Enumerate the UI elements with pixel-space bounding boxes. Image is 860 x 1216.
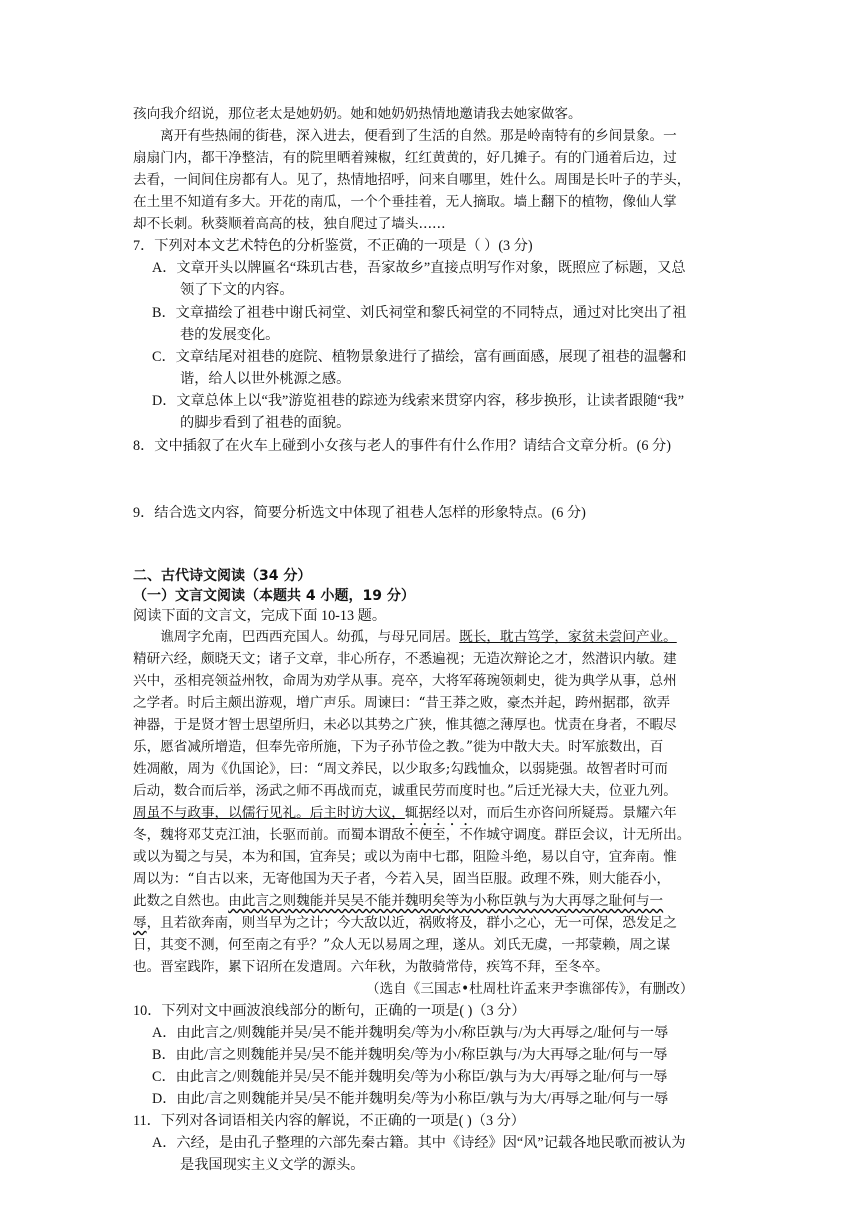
q7-option-b: B．文章描绘了祖巷中谢氏祠堂、刘氏祠堂和黎氏祠堂的不同特点，通过对比突出了祖	[152, 305, 687, 321]
underlined-sentence: 既长，耽古笃学，家贫未尝问产业。	[459, 629, 677, 645]
dotted-word: 辄据经以对，	[404, 805, 487, 821]
passage-line: 去看，一间间住房都有人。见了，热情地招呼，问来自哪里，姓什么。周围是长叶子的芋头，	[133, 172, 691, 188]
classical-line: 兴中，丞相亮领益州牧，命周为劝学从事。亮卒，大将军蒋琬领刺史，徙为典学从事，总州	[133, 673, 677, 689]
section-instruction: 阅读下面的文言文，完成下面 10-13 题。	[133, 608, 387, 624]
q7-option-d: D．文章总体上以“我”游览祖巷的踪迹为线索来贯穿内容，移步换形，让读者跟随“我”	[152, 393, 684, 409]
q7-option-a-cont: 领了下文的内容。	[180, 282, 294, 298]
classical-line: 精研六经，颇晓天文；诸子文章，非心所存，不悉遍视；无造次辩论之才，然潜识内敏。建	[133, 651, 677, 667]
passage-line: 孩向我介绍说，那位老太是她奶奶。她和她奶奶热情地邀请我去她家做客。	[133, 106, 582, 122]
passage-line: 离开有些热闹的街巷，深入进去，便看到了生活的自然。那是岭南特有的乡间景象。一	[133, 128, 677, 144]
q7-option-d-cont: 的脚步看到了祖巷的面貌。	[180, 415, 351, 431]
section-subtitle: （一）文言文阅读（本题共 4 小题，19 分）	[133, 588, 415, 604]
wavy-underlined-passage: 辱	[133, 915, 147, 931]
q10-option-c: C．由此言之/则魏能并吴/吴不能并魏明矣/等为小称臣/孰与为大/再辱之耻/何与一辱	[152, 1069, 668, 1085]
classical-line: 或以为蜀之与吴，本为和国，宜奔吴；或以为南中七郡，阻险斗绝，易以自守，宜奔南。惟	[133, 849, 677, 865]
classical-text: ，且若欲奔南，则当早为之计；今大敌以近，祸败将及，群小之心，无一可保，恐发足之	[146, 915, 677, 931]
classical-text: 而后生亦咨问所疑焉。景耀六年	[486, 805, 677, 821]
classical-line: 乐，愿省减所增造，但奉先帝所施，下为子孙节俭之教。”徙为中散大夫。时军旅数出，百	[133, 739, 664, 755]
question-11-stem: 11．下列对各词语相关内容的解说，不正确的一项是( )（3 分）	[133, 1113, 525, 1129]
classical-line	[133, 891, 663, 911]
question-7-stem: 7．下列对本文艺术特色的分析鉴赏，不正确的一项是（ ）(3 分)	[133, 238, 533, 254]
classical-line: 日，其变不测，何至南之有乎？”众人无以易周之理，遂从。刘氏无虞，一邦蒙赖，周之谋	[133, 937, 671, 953]
classical-line: 也。晋室践阼，累下诏所在发遣周。六年秋，为散骑常侍，疾笃不拜，至冬卒。	[133, 959, 609, 975]
passage-line: 在土里不知道有多大。开花的南瓜，一个个垂挂着，无人摘取。墙上翻下的植物，像仙人掌	[133, 194, 677, 210]
classical-line: 周以为：“自古以来，无寄他国为天子者，今若入吴，固当臣服。政理不殊，则大能吞小，	[133, 871, 671, 887]
section-title: 二、古代诗文阅读（34 分）	[133, 568, 312, 584]
classical-line: 神器，于是贤才智士思望所归，未必以其势之广狭，惟其德之薄厚也。忧责在身者，不暇尽	[133, 717, 677, 733]
classical-text: 此数之自然也。	[133, 893, 229, 909]
passage-line: 却不长刺。秋葵顺着高高的枝，独自爬过了墙头……	[133, 216, 446, 232]
question-9-stem: 9．结合选文内容，简要分析选文中体现了祖巷人怎样的形象特点。(6 分)	[133, 505, 586, 521]
underlined-sentence: 周虽不与政事，以儒行见礼。后主时访大议，	[133, 805, 405, 821]
q11-option-a-cont: 是我国现实主义文学的源头。	[180, 1157, 365, 1173]
classical-line: 之学者。时后主颇出游观，增广声乐。周谏曰：“昔王莽之败，豪杰并起，跨州据郡，欲弄	[133, 695, 671, 711]
classical-line	[133, 913, 677, 933]
q7-option-c-cont: 谐，给人以世外桃源之感。	[180, 371, 351, 387]
q7-option-b-cont: 巷的发展变化。	[180, 327, 280, 343]
q10-option-a: A．由此言之/则魏能并吴/吴不能并魏明矣/等为小/称臣孰与/为大再辱之/耻何与一辱	[152, 1025, 669, 1041]
classical-line: 姓凋敝，周为《仇国论》，曰：“周文养民，以少取多;勾践恤众，以弱毙强。故智者时可而	[133, 761, 668, 777]
source-citation: （选自《三国志•杜周杜许孟来尹李谯郤传》，有删改）	[366, 981, 694, 997]
q7-option-c: C．文章结尾对祖巷的庭院、植物景象进行了描绘，富有画面感，展现了祖巷的温馨和	[152, 349, 687, 365]
q10-option-d: D．由此/言之则魏能并吴/吴不能并魏明矣/等为小称臣/孰与为大/再辱之耻/何与一辱	[152, 1091, 669, 1107]
q11-option-a: A．六经，是由孔子整理的六部先秦古籍。其中《诗经》因“风”记载各地民歌而被认为	[152, 1135, 686, 1151]
q7-option-a: A．文章开头以牌匾名“珠玑古巷，吾家故乡”直接点明写作对象，既照应了标题，又总	[152, 260, 686, 276]
question-10-stem: 10．下列对文中画波浪线部分的断句，正确的一项是( )（3 分）	[133, 1003, 526, 1019]
q10-option-b: B．由此/言之则魏能并吴/吴不能并魏明矣/等为小/称臣孰与/为大再辱之耻/何与一辱	[152, 1047, 668, 1063]
classical-line: 冬，魏将邓艾克江油，长驱而前。而蜀本谓敌不便至，不作城守调度。群臣会议，计无所出。	[133, 827, 691, 843]
classical-line: 后动，数合而后举，汤武之师不再战而克，诚重民劳而度时也。”后迁光禄大夫，位亚九列。	[133, 783, 677, 799]
wavy-underlined-passage: 由此言之则魏能并吴吴不能并魏明矣等为小称臣孰与为大再辱之耻何与一	[228, 893, 664, 909]
question-8-stem: 8．文中插叙了在火车上碰到小女孩与老人的事件有什么作用？请结合文章分析。(6 分)	[133, 438, 671, 454]
passage-line: 扇扇门内，都干净整洁，有的院里晒着辣椒，红红黄黄的，好几摊子。有的门通着后边，过	[133, 150, 677, 166]
classical-line	[133, 627, 677, 647]
classical-text: 谯周字允南，巴西西充国人。幼孤，与母兄同居。	[133, 629, 460, 645]
